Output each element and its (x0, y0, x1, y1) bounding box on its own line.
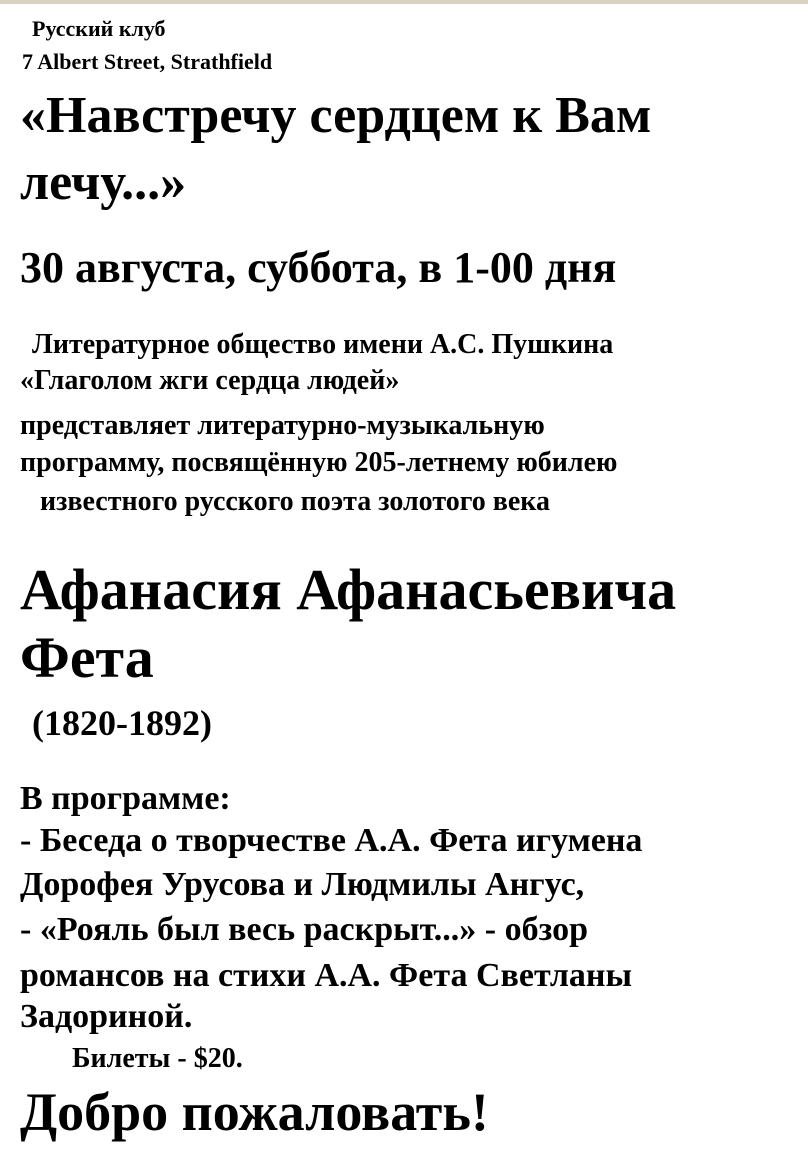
poet-name-line-1: Афанасия Афанасьевича (20, 557, 677, 622)
poet-name-line-2: Фета (20, 625, 154, 690)
program-line-2: Дорофея Урусова и Людмилы Ангус, (20, 866, 585, 903)
intro-line-2: «Глаголом жги сердца людей» (20, 365, 400, 396)
top-rule (0, 0, 808, 4)
welcome-message: Добро пожаловать! (20, 1082, 489, 1142)
event-date: 30 августа, суббота, в 1-00 дня (20, 243, 617, 292)
program-heading: В программе: (20, 780, 231, 817)
program-line-4: романсов на стихи А.А. Фета Светланы (20, 957, 633, 994)
ticket-price: Билеты - $20. (72, 1043, 243, 1074)
event-title-line-1: «Навстречу сердцем к Вам (20, 87, 652, 144)
intro-line-5: известного русского поэта золотого века (40, 486, 550, 517)
program-line-3: - «Рояль был весь раскрыт...» - обзор (20, 911, 588, 948)
program-line-5: Задориной. (20, 998, 193, 1035)
intro-line-4: программу, посвящённую 205-летнему юбилею (20, 447, 618, 478)
club-address: 7 Albert Street, Strathfield (22, 49, 273, 74)
intro-line-3: представляет литературно-музыкальную (20, 410, 545, 441)
event-title-line-2: лечу...» (20, 154, 187, 211)
poet-years: (1820-1892) (32, 703, 212, 743)
program-line-1: - Беседа о творчестве А.А. Фета игумена (20, 822, 643, 859)
club-name: Русский клуб (32, 16, 166, 41)
intro-line-1: Литературное общество имени А.С. Пушкина (32, 329, 614, 360)
